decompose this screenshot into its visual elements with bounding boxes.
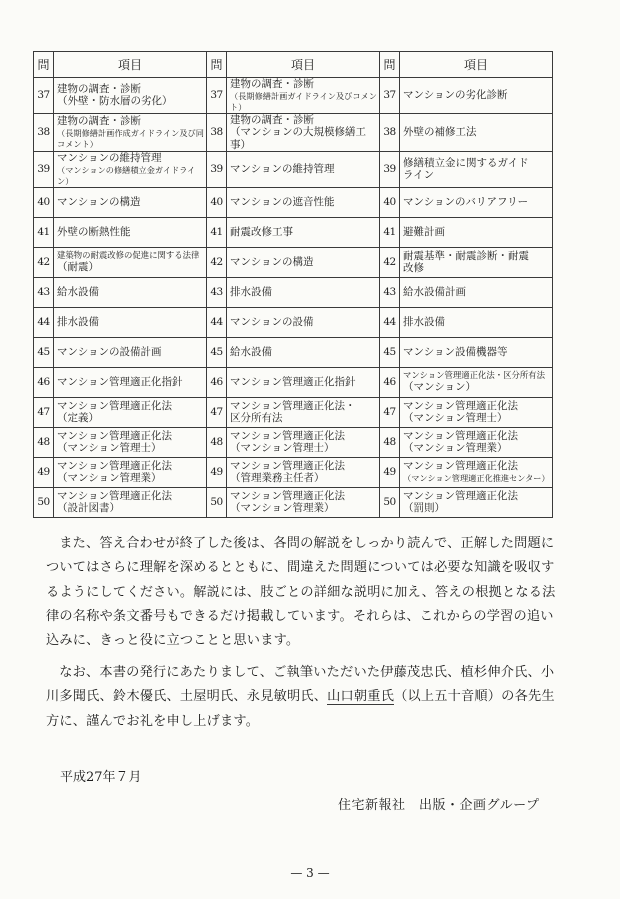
- question-number: 50: [207, 487, 227, 517]
- question-number: 49: [207, 457, 227, 487]
- question-number: 41: [34, 217, 54, 247]
- topic-line: 修繕積立金に関するガイド: [403, 156, 529, 169]
- topic-line: マンション管理適正化法: [230, 459, 346, 472]
- publication-date: 平成27年７月: [60, 770, 142, 785]
- question-topic: [54, 78, 207, 114]
- topic-line: マンション管理適正化法: [57, 429, 173, 442]
- question-topic: [54, 247, 207, 277]
- question-topic: [400, 152, 553, 188]
- acknowledgement-text-end: （以上五十音順）の各先生方に、謹んでお礼を申し上げます。: [46, 689, 555, 729]
- question-topic: [227, 113, 380, 152]
- topic-line: 避難計画: [403, 225, 445, 238]
- topic-line: 給水設備: [57, 285, 99, 298]
- topic-subline: （設計図書）: [57, 502, 120, 514]
- header-item: 項目: [54, 52, 207, 78]
- topic-subline: （マンション管理士）: [403, 412, 508, 424]
- topic-subline: 区分所有法: [230, 412, 283, 424]
- question-number: 38: [34, 113, 54, 152]
- question-number: 39: [380, 152, 400, 188]
- topic-subline: （長期修繕計画作成ガイドライン及び同コメント）: [57, 127, 204, 149]
- header-question-number: 問: [207, 52, 227, 78]
- question-topic: [227, 277, 380, 307]
- question-number: 40: [380, 187, 400, 217]
- table-row: [34, 113, 553, 152]
- question-number: 45: [207, 337, 227, 367]
- table-header-row: [34, 52, 553, 78]
- acknowledgement-text: なお、本書の発行にあたりまして、ご執筆いただいた伊藤茂忠氏、植杉伸介氏、小川多聞氏、鈴木優氏、土屋明氏、永見敏明氏、: [46, 665, 555, 705]
- topic-subline: （マンション管理業）: [57, 472, 162, 484]
- question-topic: [54, 337, 207, 367]
- question-topic: [54, 397, 207, 427]
- question-number: 37: [207, 78, 227, 114]
- question-topic: [54, 277, 207, 307]
- question-topic: [227, 487, 380, 517]
- question-topic: [400, 187, 553, 217]
- table-row: [34, 187, 553, 217]
- closing-paragraph-acknowledgements: [46, 661, 558, 734]
- topic-line: 排水設備: [57, 315, 99, 328]
- topic-line: マンション管理適正化法: [403, 489, 519, 502]
- question-topic: [400, 277, 553, 307]
- topic-subline: ライン: [403, 169, 435, 182]
- topic-line: 耐震基準・耐震診断・耐震: [403, 249, 529, 262]
- table-row: [34, 78, 553, 114]
- question-number: 40: [34, 187, 54, 217]
- question-number: 42: [34, 247, 54, 277]
- closing-paragraph-review: また、答え合わせが終了した後は、各問の解説をしっかり読んで、正解した問題についてはさらに理解を深めるとともに、間違えた問題については必要な知識を吸収するようにしてください。解説には、肢ごとの詳細な説明に加え、答えの根拠となる法律の名称や条文番号もできるだけ掲載しています。それらは、これからの学習の追い込みに、きっと役に立つことと思います。: [46, 536, 556, 649]
- question-number: 46: [34, 367, 54, 397]
- question-topic: [227, 367, 380, 397]
- topic-line: 排水設備: [403, 315, 445, 328]
- topic-subline: （長期修繕計画ガイドライン及びコメント）: [230, 90, 377, 112]
- table-row: [34, 152, 553, 188]
- topic-line: マンションの構造: [230, 255, 314, 268]
- topic-subline: （管理業務主任者）: [230, 472, 325, 484]
- question-topic: [400, 427, 553, 457]
- question-topic: [54, 152, 207, 188]
- publisher-name: 住宅新報社 出版・企画グループ: [338, 798, 540, 813]
- topic-line: 建物の調査・診断: [230, 113, 314, 126]
- underlined-author-name: 山口朝重氏: [327, 689, 395, 705]
- topic-line: マンションの遮音性能: [230, 195, 335, 208]
- topic-line: マンション管理適正化法・区分所有法: [403, 370, 545, 381]
- topic-line: マンションの劣化診断: [403, 89, 508, 101]
- question-topic: [227, 337, 380, 367]
- table-row: [34, 427, 553, 457]
- question-topic: [227, 427, 380, 457]
- question-topic: [227, 307, 380, 337]
- question-number: 41: [207, 217, 227, 247]
- question-number: 45: [34, 337, 54, 367]
- question-number: 37: [34, 78, 54, 114]
- question-topic: [54, 427, 207, 457]
- question-topic: [54, 113, 207, 152]
- question-number: 48: [207, 427, 227, 457]
- question-number: 44: [207, 307, 227, 337]
- question-number: 47: [34, 397, 54, 427]
- page-number: — 3 —: [290, 866, 330, 880]
- question-topic: [54, 187, 207, 217]
- topic-subline: （マンション）: [403, 381, 477, 394]
- question-topic: [54, 217, 207, 247]
- question-topic: [400, 367, 553, 397]
- topic-line: マンション管理適正化法: [403, 429, 519, 442]
- topic-line: マンションのバリアフリー: [403, 195, 529, 208]
- question-number: 43: [34, 277, 54, 307]
- question-number: 50: [34, 487, 54, 517]
- table-row: [34, 337, 553, 367]
- topic-subline: 改修: [403, 262, 424, 274]
- topic-subline: （マンション管理業）: [230, 502, 335, 514]
- question-topic: [400, 78, 553, 114]
- topic-line: マンション管理適正化法: [230, 429, 346, 442]
- topic-line: マンションの構造: [57, 195, 141, 208]
- table-row: [34, 247, 553, 277]
- topic-subline: （定義）: [57, 412, 99, 424]
- topic-line: マンション管理適正化法: [230, 489, 346, 502]
- question-number: 46: [380, 367, 400, 397]
- question-number: 50: [380, 487, 400, 517]
- topic-line: マンションの維持管理: [57, 152, 162, 164]
- header-question-number: 問: [34, 52, 54, 78]
- topic-line: 建築物の耐震改修の促進に関する法律: [57, 250, 200, 261]
- question-topic: [227, 217, 380, 247]
- topic-line: 建物の調査・診断: [57, 82, 141, 95]
- topic-line: マンションの設備: [230, 315, 314, 328]
- question-topic: [227, 152, 380, 188]
- question-number: 44: [380, 307, 400, 337]
- question-topic: [54, 457, 207, 487]
- question-number: 39: [207, 152, 227, 188]
- question-number: 43: [207, 277, 227, 307]
- table-row: [34, 367, 553, 397]
- header-item: 項目: [227, 52, 380, 78]
- topic-subline: （マンション管理適正化推進センター）: [403, 472, 550, 483]
- topic-line: マンション管理適正化法: [403, 399, 519, 412]
- question-topic: [54, 487, 207, 517]
- table-row: [34, 457, 553, 487]
- topic-line: マンション管理適正化指針: [57, 375, 183, 388]
- table-row: [34, 307, 553, 337]
- question-number: 48: [34, 427, 54, 457]
- question-topic: [400, 457, 553, 487]
- topic-subline: （マンション管理士）: [230, 442, 335, 454]
- question-number: 44: [34, 307, 54, 337]
- question-number: 47: [380, 397, 400, 427]
- topic-line: 外壁の断熱性能: [57, 225, 131, 238]
- question-topic: [400, 307, 553, 337]
- question-number: 42: [207, 247, 227, 277]
- question-number: 49: [380, 457, 400, 487]
- topic-subline: （マンションの修繕積立金ガイドライン）: [57, 164, 196, 186]
- topic-line: 建物の調査・診断: [230, 78, 314, 90]
- topic-subline: （耐震）: [57, 261, 99, 274]
- topic-line: マンションの設備計画: [57, 345, 162, 358]
- topic-line: マンション管理適正化法: [57, 399, 173, 412]
- question-number: 49: [34, 457, 54, 487]
- question-topic: [400, 113, 553, 152]
- question-topic: [227, 397, 380, 427]
- topic-line: 給水設備計画: [403, 285, 466, 298]
- question-topic: [54, 367, 207, 397]
- topic-line: 給水設備: [230, 345, 272, 358]
- topic-line: 排水設備: [230, 285, 272, 298]
- topic-line: マンション管理適正化法: [57, 489, 173, 502]
- question-number: 37: [380, 78, 400, 114]
- question-number: 47: [207, 397, 227, 427]
- question-number: 45: [380, 337, 400, 367]
- topic-line: マンション設備機器等: [403, 345, 508, 358]
- question-number: 48: [380, 427, 400, 457]
- question-number: 39: [34, 152, 54, 188]
- topic-line: マンション管理適正化法: [57, 459, 173, 472]
- question-topic-table: [33, 51, 553, 518]
- header-question-number: 問: [380, 52, 400, 78]
- question-number: 42: [380, 247, 400, 277]
- topic-subline: （罰則）: [403, 502, 445, 514]
- topic-subline: （外壁・防水層の劣化）: [57, 95, 173, 108]
- question-number: 38: [380, 113, 400, 152]
- topic-line: マンション管理適正化指針: [230, 375, 356, 388]
- topic-line: 耐震改修工事: [230, 225, 293, 238]
- question-topic: [400, 337, 553, 367]
- topic-subline: （マンションの大規模修繕工事）: [230, 126, 367, 151]
- topic-line: マンションの維持管理: [230, 163, 335, 175]
- table-row: [34, 487, 553, 517]
- topic-line: 外壁の補修工法: [403, 126, 477, 138]
- topic-line: 建物の調査・診断: [57, 115, 141, 127]
- header-item: 項目: [400, 52, 553, 78]
- question-number: 43: [380, 277, 400, 307]
- question-number: 38: [207, 113, 227, 152]
- question-topic: [400, 397, 553, 427]
- topic-line: マンション管理適正化法: [403, 460, 519, 473]
- table-row: [34, 397, 553, 427]
- question-topic: [400, 487, 553, 517]
- question-topic: [400, 217, 553, 247]
- question-number: 40: [207, 187, 227, 217]
- topic-line: マンション管理適正化法・: [230, 399, 356, 412]
- question-topic: [227, 187, 380, 217]
- question-number: 46: [207, 367, 227, 397]
- question-topic: [227, 247, 380, 277]
- table-row: [34, 217, 553, 247]
- question-topic: [400, 247, 553, 277]
- question-topic: [54, 307, 207, 337]
- table-row: [34, 277, 553, 307]
- question-topic: [227, 457, 380, 487]
- topic-subline: （マンション管理業）: [403, 442, 508, 454]
- question-number: 41: [380, 217, 400, 247]
- question-topic: [227, 78, 380, 114]
- topic-subline: （マンション管理士）: [57, 442, 162, 454]
